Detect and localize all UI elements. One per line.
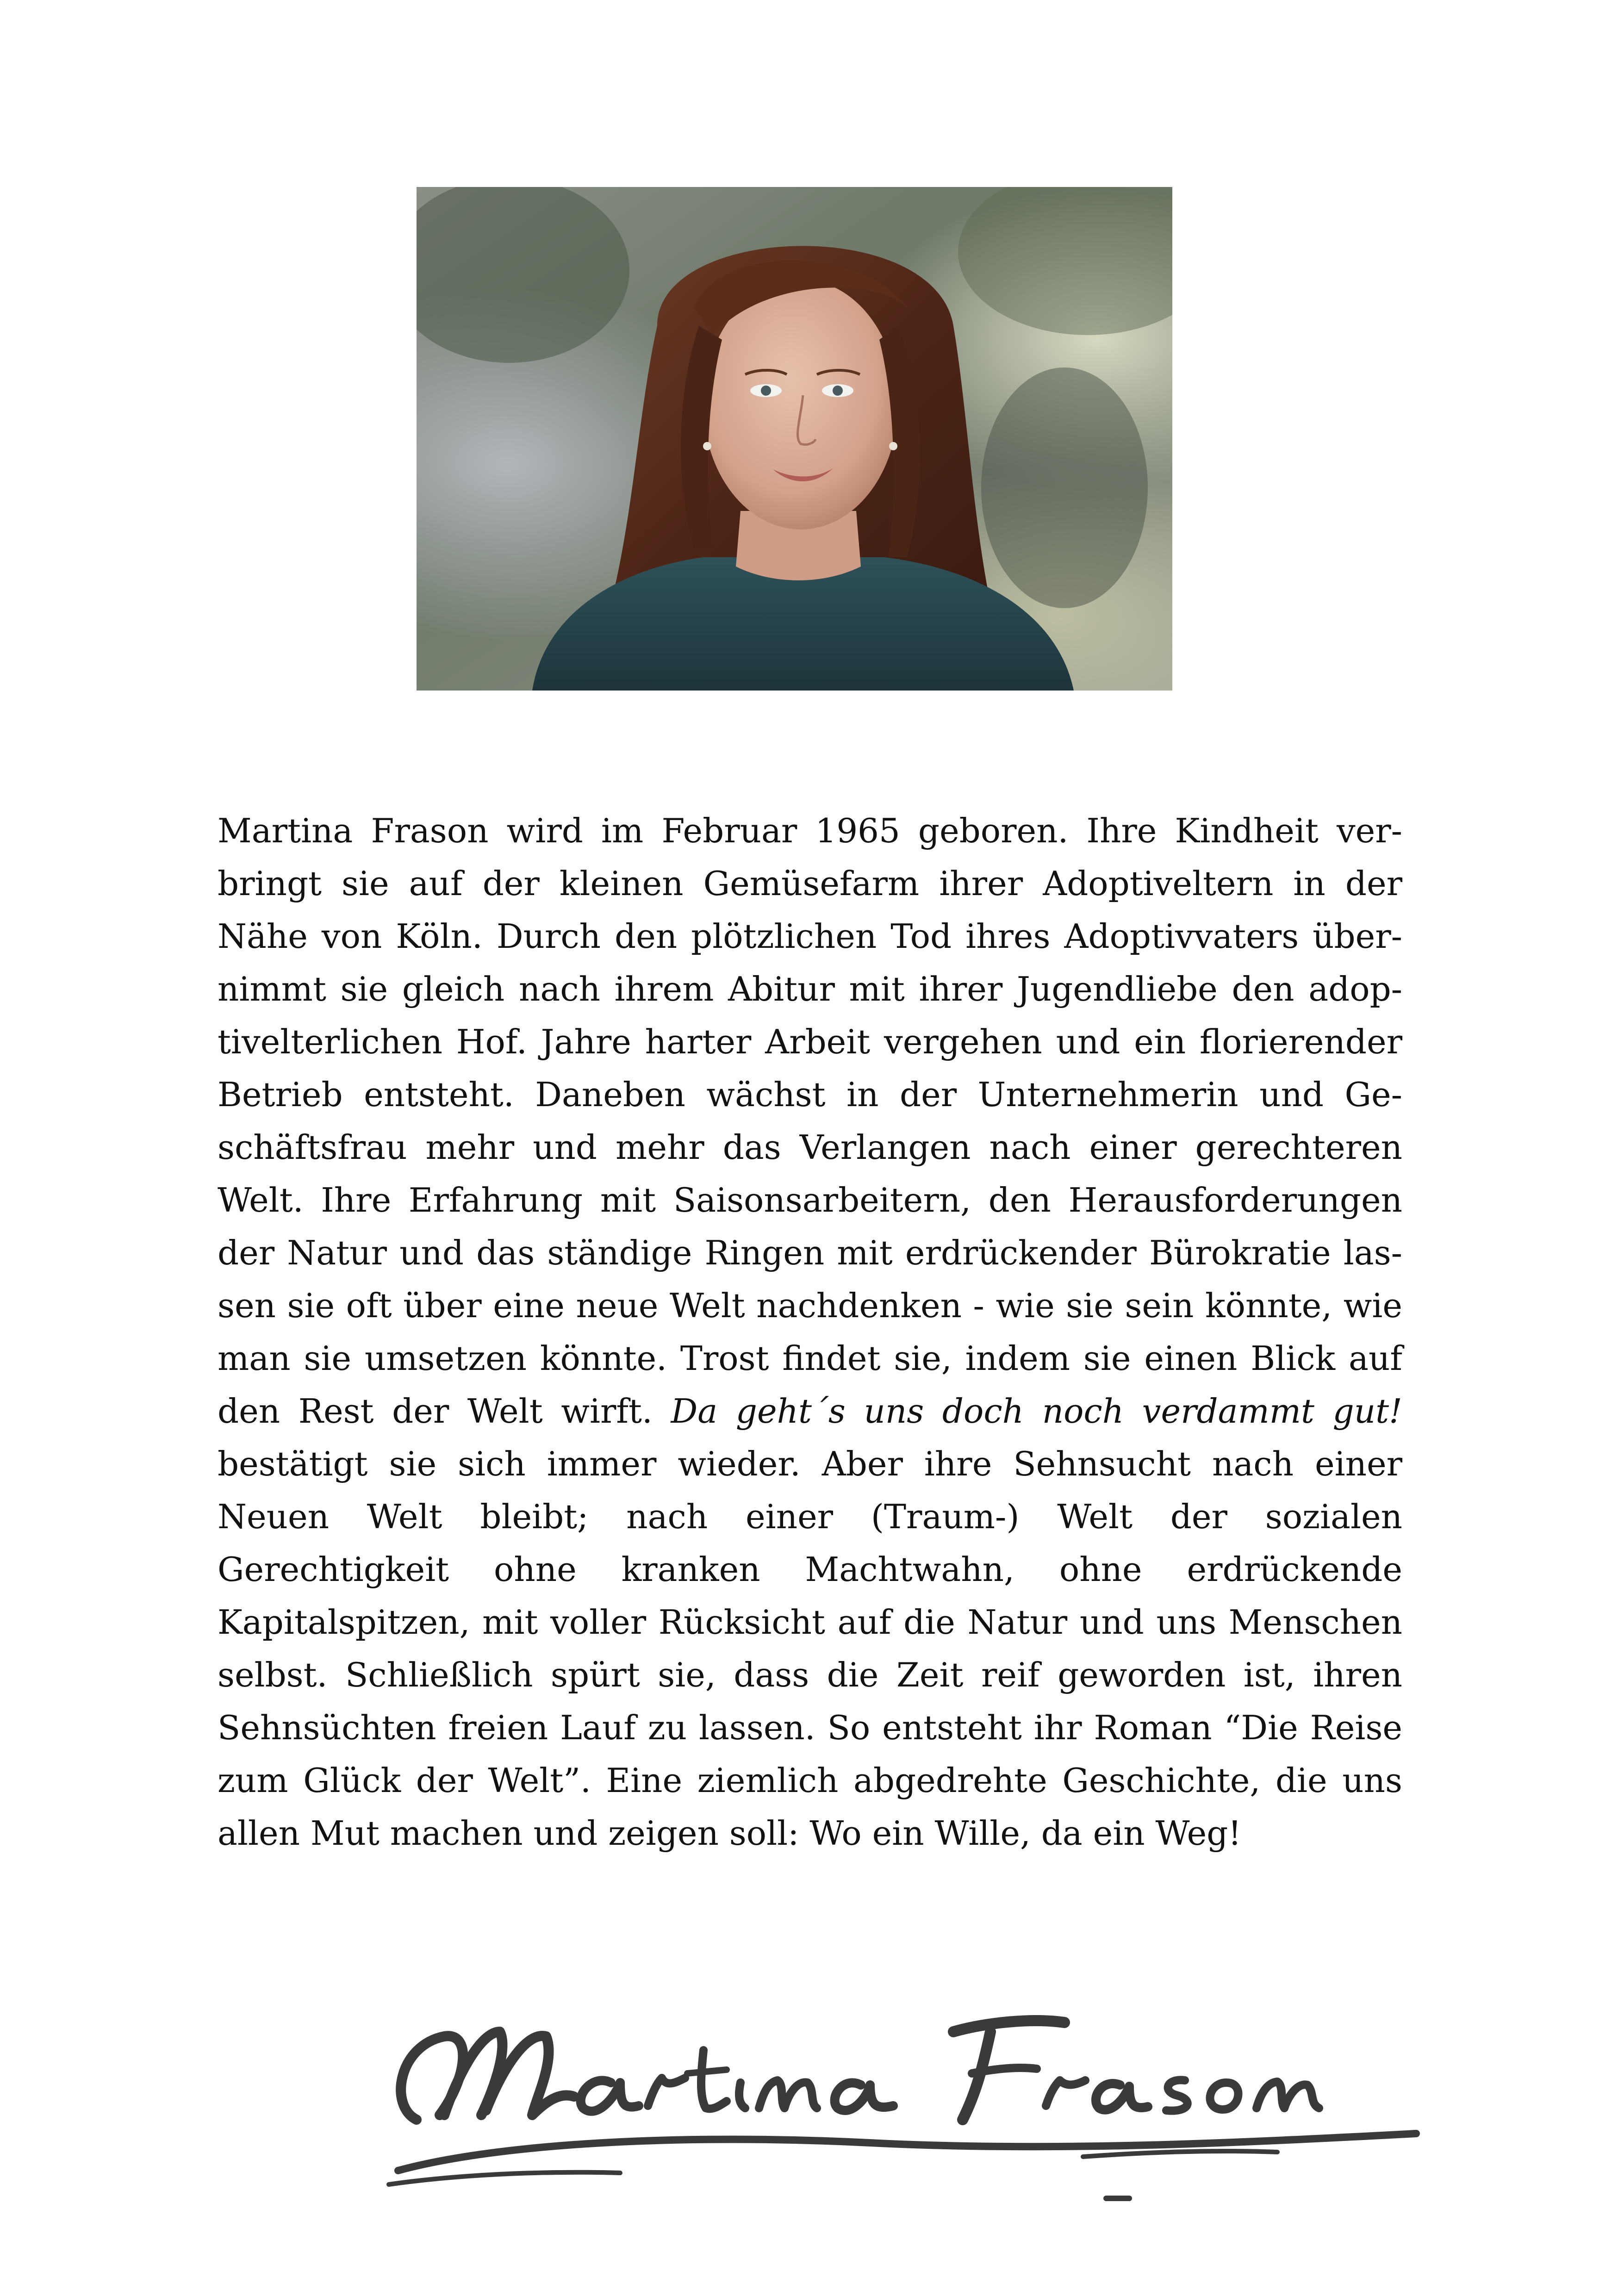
signature-drawing xyxy=(361,1967,1435,2208)
biography-quote: Da geht´s uns doch noch verdammt gut! xyxy=(671,1392,1402,1431)
biography-text-part2: bestätigt sie sich immer wieder. Aber ihre Sehnsucht nach einer Neuen Welt bleibt; nach einer (Traum-) Welt der sozialen Gerechtigkeit ohne kranken Machtwahn, ohne erdrückende Kapitalspitzen, mit voller Rücksicht auf die Natur und uns Menschen selbst. Schließlich spürt sie, dass die Zeit reif geworden ist, ihren Sehnsüchten freien Lauf zu lassen. So entsteht ihr Roman “Die Reise zum Glück der Welt”. Eine ziemlich abgedrehte Geschichte, die uns allen Mut machen und zeigen soll: Wo ein Wille, da ein Weg! xyxy=(218,1444,1402,1853)
author-biography xyxy=(218,804,1402,1860)
biography-paragraph xyxy=(218,804,1402,1860)
biography-text-part1: Martina Frason wird im Februar 1965 geboren. Ihre Kindheit verbringt sie auf der kleinen Gemüsefarm ihrer Adoptiveltern in der Nähe von Köln. Durch den plötzlichen Tod ihres Adoptivvaters übernimmt sie gleich nach ihrem Abitur mit ihrer Jugendliebe den adoptivelterlichen Hof. Jahre harter Arbeit vergehen und ein florierender Betrieb entsteht. Daneben wächst in der Unternehmerin und Geschäftsfrau mehr und mehr das Verlangen nach einer gerechteren Welt. Ihre Erfahrung mit Saisonsarbeitern, den Herausforderungen der Natur und das ständige Ringen mit erdrückender Bürokratie lassen sie oft über eine neue Welt nachdenken - wie sie sein könnte, wie man sie umsetzen könnte. Trost findet sie, indem sie einen Blick auf den Rest der Welt wirft. xyxy=(218,811,1402,1431)
author-signature xyxy=(361,1967,1435,2208)
portrait-image xyxy=(417,187,1172,691)
author-portrait-photo xyxy=(417,187,1172,691)
